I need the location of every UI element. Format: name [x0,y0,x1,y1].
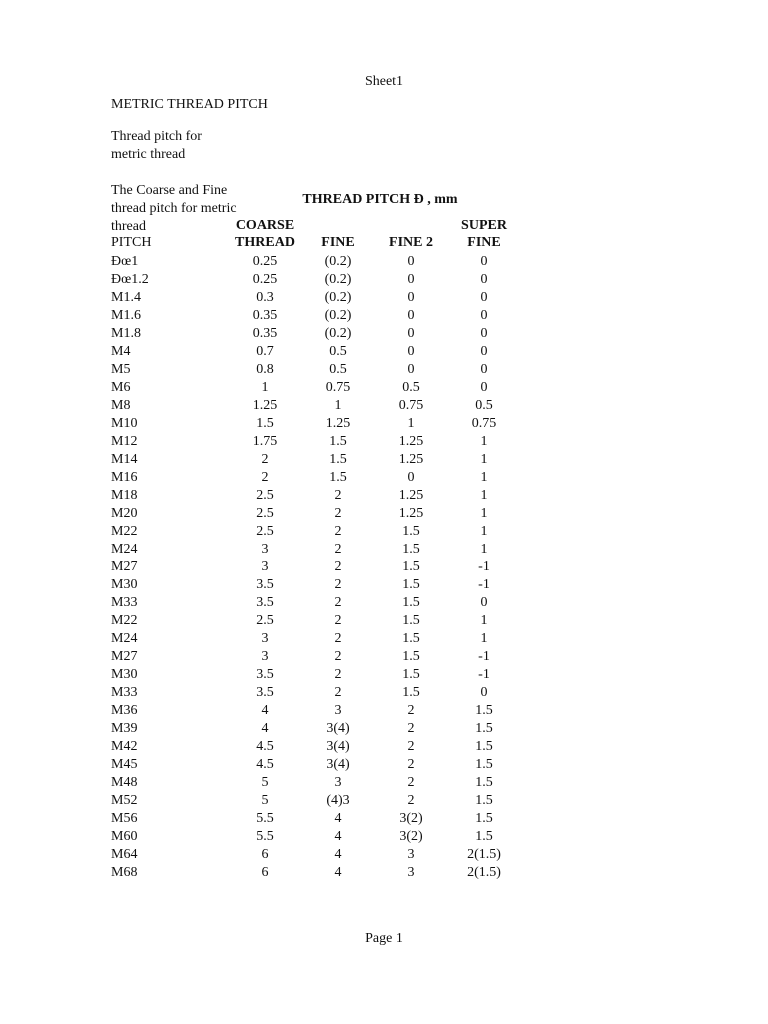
thread-size-cell: M52 [111,793,138,809]
coarse-thread-cell: 5.5 [256,829,274,844]
fine-2-cell: 0.75 [398,397,424,413]
coarse-thread-cell: 5 [261,793,269,809]
fine-2-cell: 1.5 [402,523,420,539]
fine-2-cell: 1.5 [402,667,420,683]
super-fine-cell: 1.5 [475,721,493,737]
fine-2-cell: 0 [407,289,415,305]
coarse-thread-cell: 3 [261,631,269,647]
thread-size-cell: M1.6 [111,307,141,323]
page-number: Page 1 [365,931,403,946]
coarse-thread-cell: 2.5 [256,613,274,629]
thread-size-cell: M1.4 [111,289,141,305]
fine-cell: (0.2) [324,271,352,287]
table-row [0,648,768,666]
fine-2-cell: 0 [407,325,415,341]
fine-2-cell: 0 [407,361,415,377]
super-fine-cell: 1.5 [475,703,493,719]
table-row [0,720,768,738]
fine-2-cell: 0.5 [402,379,420,395]
fine-cell: 4 [334,829,342,844]
table-row [0,253,768,271]
table-row [0,738,768,756]
super-fine-cell: 1 [480,469,488,485]
fine-2-cell: 2 [407,793,415,809]
coarse-thread-cell: 0.7 [256,343,274,359]
fine-2-cell: 0 [407,343,415,359]
fine-2-cell: 1.5 [402,559,420,575]
thread-size-cell: M6 [111,379,131,395]
fine-cell: 2 [334,649,342,665]
table-row [0,343,768,361]
fine-2-cell: 1.5 [402,613,420,629]
fine-cell: (0.2) [324,307,352,323]
coarse-thread-cell: 3.5 [256,667,274,683]
coarse-thread-cell: 0.3 [256,289,274,305]
fine-cell: 2 [334,541,342,557]
fine-cell: 4 [334,864,342,880]
sheet-name: Sheet1 [364,74,404,89]
super-fine-cell: 0 [480,289,488,305]
table-row [0,558,768,576]
super-fine-cell: 0.5 [475,397,493,413]
fine-cell: 1.5 [329,451,347,467]
thread-size-cell: Đœ1 [111,254,139,269]
fine-cell: 4 [334,811,342,827]
super-fine-cell: 1 [480,487,488,503]
thread-size-cell: M20 [111,505,138,521]
description-coarse-fine: The Coarse and Fine thread pitch for metric thread [111,183,237,234]
table-row [0,828,768,846]
coarse-thread-cell: 3.5 [256,685,274,701]
thread-size-cell: M68 [111,864,138,880]
coarse-thread-cell: 2 [261,451,269,467]
fine-cell: (0.2) [324,254,352,269]
thread-size-cell: M36 [111,703,138,719]
thread-size-cell: M22 [111,613,138,629]
super-fine-cell: -1 [478,559,490,575]
fine-2-cell: 1.25 [398,505,424,521]
fine-cell: 3(4) [326,739,350,755]
table-row [0,756,768,774]
fine-cell: 1.25 [325,415,351,431]
super-fine-cell: 1.5 [475,811,493,827]
fine-cell: 0.5 [329,343,347,359]
fine-2-cell: 3(2) [399,829,423,844]
coarse-thread-cell: 2.5 [256,523,274,539]
fine-cell: 2 [334,595,342,611]
fine-column-header: FINE [321,235,355,250]
coarse-thread-cell: 0.25 [252,254,278,269]
fine-cell: 3(4) [326,721,350,737]
table-row [0,523,768,541]
coarse-thread-cell: 3 [261,541,269,557]
table-row [0,864,768,882]
fine-cell: 0.5 [329,361,347,377]
table-row [0,630,768,648]
table-row [0,541,768,559]
thread-size-cell: M48 [111,775,138,791]
thread-size-cell: M30 [111,667,138,683]
thread-size-cell: M22 [111,523,138,539]
fine-2-cell: 1.25 [398,487,424,503]
table-row [0,576,768,594]
table-row [0,810,768,828]
super-fine-cell: 0 [480,595,488,611]
coarse-thread-cell: 3.5 [256,595,274,611]
page-title: METRIC THREAD PITCH [111,97,268,112]
coarse-thread-cell: 1.25 [252,397,278,413]
thread-size-cell: M64 [111,846,138,862]
super-fine-cell: 1.5 [475,793,493,809]
fine-2-cell: 3 [407,864,415,880]
fine-cell: (0.2) [324,325,352,341]
coarse-thread-cell: 6 [261,846,269,862]
table-row [0,684,768,702]
coarse-thread-cell: 5.5 [256,811,274,827]
fine-2-cell: 1 [407,415,415,431]
thread-size-cell: M33 [111,595,138,611]
fine-cell: (0.2) [324,289,352,305]
fine-2-cell: 1.25 [398,433,424,449]
thread-pitch-table [0,253,768,882]
coarse-thread-cell: 4.5 [256,739,274,755]
table-row [0,307,768,325]
thread-size-cell: M39 [111,721,138,737]
coarse-thread-cell: 5 [261,775,269,791]
fine-2-cell: 1.5 [402,595,420,611]
super-fine-cell: 1.5 [475,739,493,755]
coarse-thread-cell: 1.5 [256,415,274,431]
fine-cell: 2 [334,613,342,629]
table-row [0,397,768,415]
fine-2-cell: 2 [407,703,415,719]
fine-cell: 2 [334,577,342,593]
fine-2-cell: 2 [407,721,415,737]
table-row [0,361,768,379]
fine-2-cell: 0 [407,254,415,269]
thread-size-cell: M16 [111,469,138,485]
fine-cell: 0.75 [325,379,351,395]
coarse-thread-cell: 0.25 [252,271,278,287]
table-row [0,325,768,343]
super-fine-cell: 1 [480,433,488,449]
table-row [0,774,768,792]
thread-size-cell: M10 [111,415,138,431]
table-row [0,846,768,864]
coarse-thread-cell: 3 [261,649,269,665]
table-row [0,289,768,307]
coarse-thread-cell: 0.35 [252,325,278,341]
thread-size-cell: M24 [111,541,138,557]
thread-size-cell: Đœ1.2 [111,271,149,287]
fine-cell: 2 [334,685,342,701]
fine-2-cell: 1.5 [402,685,420,701]
description-thread-pitch: Thread pitch for metric thread [111,129,202,162]
fine-cell: 2 [334,631,342,647]
thread-pitch-group-header: THREAD PITCH Đ , mm [302,192,458,207]
fine-cell: 3(4) [326,757,350,773]
coarse-thread-cell: 0.8 [256,361,274,377]
super-fine-cell: 1 [480,613,488,629]
thread-size-cell: M42 [111,739,138,755]
coarse-thread-cell: 2.5 [256,487,274,503]
thread-size-cell: M5 [111,361,131,377]
fine-2-cell: 1.5 [402,649,420,665]
table-row [0,594,768,612]
super-fine-cell: 1 [480,451,488,467]
coarse-thread-cell: 1 [261,379,269,395]
coarse-thread-cell: 3 [261,559,269,575]
fine-cell: 4 [334,846,342,862]
super-fine-cell: 1.5 [475,775,493,791]
table-row [0,415,768,433]
coarse-thread-cell: 1.75 [252,433,278,449]
thread-size-cell: M27 [111,649,138,665]
coarse-thread-cell: 2 [261,469,269,485]
coarse-thread-column-header: COARSE THREAD [235,218,295,250]
super-fine-cell: 2(1.5) [467,864,501,880]
pitch-column-header: PITCH [111,235,152,250]
fine-2-cell: 2 [407,739,415,755]
table-row [0,666,768,684]
thread-size-cell: M45 [111,757,138,773]
fine-cell: 2 [334,667,342,683]
table-row [0,451,768,469]
super-fine-cell: 0 [480,685,488,701]
fine-2-cell: 1.25 [398,451,424,467]
super-fine-cell: 0 [480,271,488,287]
fine-2-cell: 2 [407,757,415,773]
thread-size-cell: M24 [111,631,138,647]
fine-2-column-header: FINE 2 [389,235,433,250]
super-fine-cell: -1 [478,649,490,665]
fine-cell: 1 [334,397,342,413]
super-fine-cell: 0 [480,379,488,395]
super-fine-cell: 1 [480,505,488,521]
thread-size-cell: M56 [111,811,138,827]
super-fine-cell: 1.5 [475,757,493,773]
thread-size-cell: M1.8 [111,325,141,341]
fine-cell: 2 [334,559,342,575]
fine-cell: 2 [334,523,342,539]
fine-cell: 1.5 [329,433,347,449]
super-fine-cell: 1 [480,631,488,647]
coarse-thread-cell: 3.5 [256,577,274,593]
fine-cell: (4)3 [326,793,350,809]
super-fine-cell: 1 [480,541,488,557]
super-fine-cell: 1.5 [475,829,493,844]
super-fine-cell: 0 [480,254,488,269]
super-fine-cell: 1 [480,523,488,539]
super-fine-column-header: SUPER FINE [461,218,507,250]
fine-cell: 2 [334,487,342,503]
super-fine-cell: -1 [478,667,490,683]
coarse-thread-cell: 6 [261,864,269,880]
thread-size-cell: M14 [111,451,138,467]
table-row [0,469,768,487]
table-row [0,505,768,523]
coarse-thread-cell: 0.35 [252,307,278,323]
fine-2-cell: 1.5 [402,541,420,557]
fine-cell: 3 [334,775,342,791]
thread-size-cell: M33 [111,685,138,701]
super-fine-cell: 2(1.5) [467,846,501,862]
coarse-thread-cell: 4.5 [256,757,274,773]
super-fine-cell: 0 [480,307,488,323]
table-row [0,271,768,289]
table-row [0,702,768,720]
thread-size-cell: M30 [111,577,138,593]
thread-size-cell: M27 [111,559,138,575]
table-row [0,487,768,505]
fine-2-cell: 1.5 [402,577,420,593]
table-row [0,792,768,810]
fine-cell: 2 [334,505,342,521]
fine-2-cell: 3(2) [399,811,423,827]
thread-size-cell: M60 [111,829,138,844]
fine-2-cell: 3 [407,846,415,862]
fine-cell: 1.5 [329,469,347,485]
table-row [0,612,768,630]
fine-2-cell: 0 [407,271,415,287]
thread-size-cell: M4 [111,343,131,359]
fine-2-cell: 0 [407,469,415,485]
coarse-thread-cell: 4 [261,721,269,737]
fine-2-cell: 0 [407,307,415,323]
super-fine-cell: 0.75 [471,415,497,431]
fine-2-cell: 1.5 [402,631,420,647]
thread-size-cell: M18 [111,487,138,503]
super-fine-cell: 0 [480,325,488,341]
fine-cell: 3 [334,703,342,719]
super-fine-cell: -1 [478,577,490,593]
thread-size-cell: M8 [111,397,131,413]
thread-size-cell: M12 [111,433,138,449]
table-row [0,379,768,397]
super-fine-cell: 0 [480,361,488,377]
coarse-thread-cell: 2.5 [256,505,274,521]
coarse-thread-cell: 4 [261,703,269,719]
super-fine-cell: 0 [480,343,488,359]
table-row [0,433,768,451]
fine-2-cell: 2 [407,775,415,791]
